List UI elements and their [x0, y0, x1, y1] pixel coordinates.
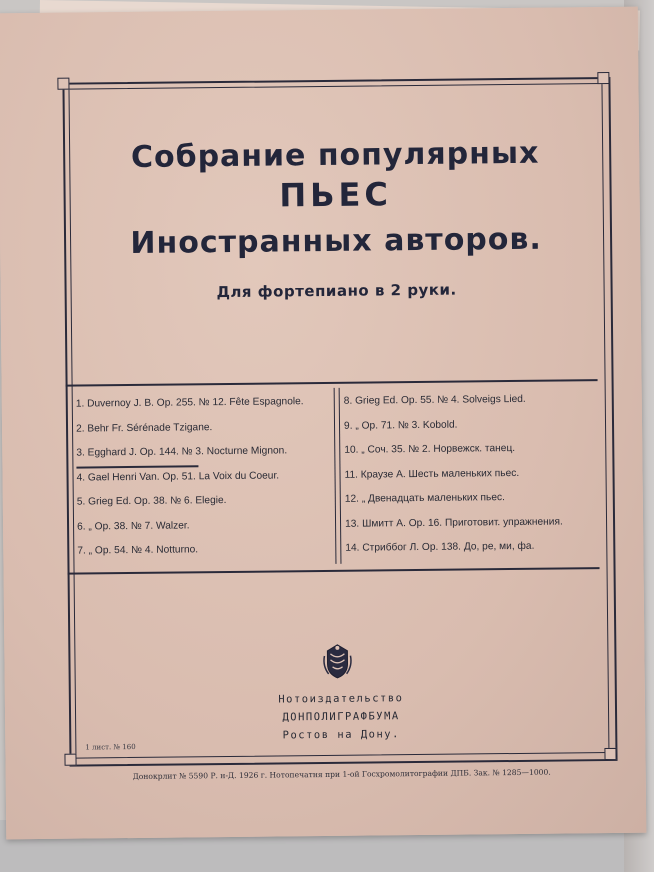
piece-item: 11. Краузе А. Шесть маленьких пьес.	[344, 467, 520, 481]
piece-item: 14. Стриббог Л. Ор. 138. До, ре, ми, фа.	[345, 540, 535, 554]
title-line-1: Собрание популярных	[130, 135, 540, 175]
sheet-number: 1 лист. № 160	[85, 742, 136, 752]
publisher-line-2: ДОНПОЛИГРАФБУМА	[282, 710, 400, 724]
piece-item: 2. Behr Fr. Sérénade Tzigane.	[75, 421, 213, 435]
title-line-2: ПЬЕС	[279, 175, 393, 215]
contents-right-column	[344, 393, 608, 567]
publisher-line-1: Нотоиздательство	[278, 692, 404, 706]
printer-imprint: Донокрлит № 5590 Р. н-Д. 1926 г. Нотопечатня при 1-ой Госхромолитографии ДПБ. Зак. № 1285—1000.	[132, 767, 551, 782]
sheet-music-cover	[0, 7, 646, 840]
piece-item: 10. „ Соч. 35. № 2. Норвежск. танец.	[344, 442, 516, 456]
publisher-emblem-icon	[320, 642, 354, 680]
contents-table	[66, 379, 600, 575]
piece-item: 12. „ Двенадцать маленьких пьес.	[344, 492, 505, 505]
piece-item: 9. „ Op. 71. № 3. Kobold.	[343, 419, 458, 432]
piece-item: 3. Egghard J. Op. 144. № 3. Nocturne Mignon.	[76, 445, 288, 459]
piece-item: 7. „ Op. 54. № 4. Notturno.	[77, 544, 199, 557]
corner-ornament	[604, 748, 616, 760]
corner-ornament	[64, 754, 76, 766]
piece-item: 6. „ Op. 38. № 7. Walzer.	[77, 519, 190, 533]
piece-item: 1. Duvernoy J. B. Op. 255. № 12. Fête Espagnole.	[75, 396, 304, 410]
publisher-line-3: Ростов на Дону.	[282, 728, 400, 742]
subtitle: Для фортепиано в 2 руки.	[216, 280, 457, 302]
contents-left-column	[76, 396, 340, 570]
piece-item: 13. Шмитт А. Ор. 16. Приготовит. упражнения.	[344, 515, 563, 530]
piece-item: 5. Grieg Ed. Op. 38. № 6. Elegie.	[76, 495, 227, 508]
piece-item: 4. Gael Henri Van. Op. 51. La Voix du Coeur.	[76, 469, 280, 484]
corner-ornament	[57, 78, 69, 90]
corner-ornament	[597, 72, 609, 84]
piece-item: 8. Grieg Ed. Op. 55. № 4. Solveigs Lied.	[343, 393, 526, 407]
title-line-3: Иностранных авторов.	[130, 221, 542, 261]
